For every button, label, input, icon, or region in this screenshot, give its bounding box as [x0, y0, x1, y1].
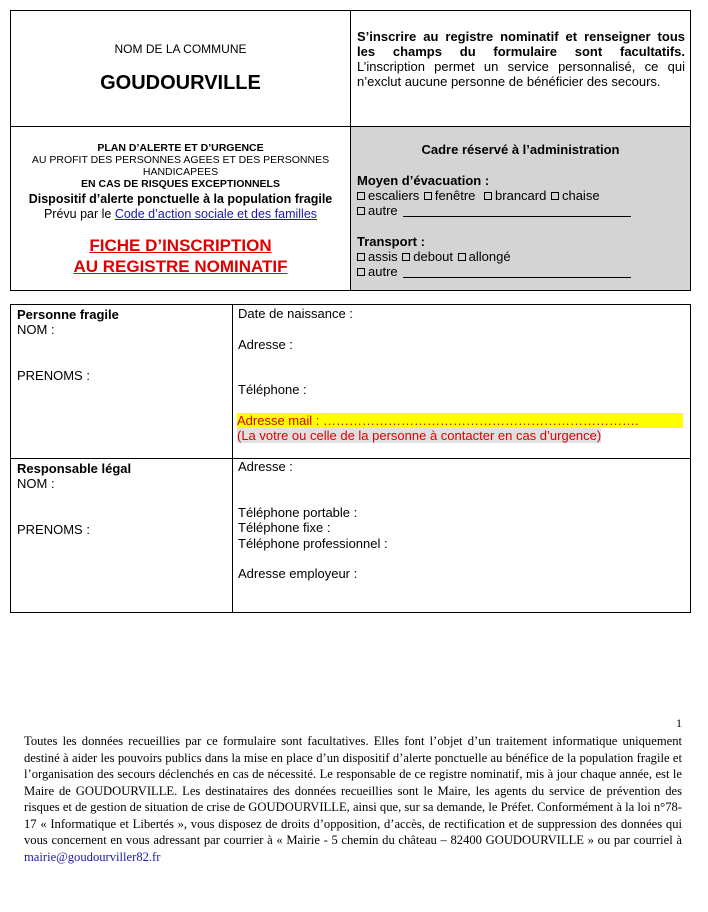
option-assis: assis	[368, 249, 398, 264]
legal-section-title: Responsable légal	[17, 461, 132, 476]
privacy-notice	[24, 733, 682, 865]
legal-address-label[interactable]: Adresse :	[238, 459, 293, 474]
fragile-nom-label[interactable]: NOM :	[17, 322, 55, 337]
option-debout: debout	[413, 249, 454, 264]
fragile-prenoms-label[interactable]: PRENOMS :	[17, 368, 90, 383]
fragile-address-label[interactable]: Adresse :	[238, 337, 293, 352]
plan-line1: PLAN D’ALERTE ET D’URGENCE	[97, 142, 264, 154]
fragile-birth-label[interactable]: Date de naissance :	[238, 306, 353, 321]
legal-prenoms-label[interactable]: PRENOMS :	[17, 522, 90, 537]
legal-mobile-label[interactable]: Téléphone portable :	[238, 505, 358, 520]
legal-nom-label[interactable]: NOM :	[17, 476, 55, 491]
commune-name: GOUDOURVILLE	[100, 72, 261, 94]
code-action-sociale-link[interactable]: Code d’action sociale et des familles	[114, 207, 318, 221]
commune-label: NOM DE LA COMMUNE	[114, 42, 247, 56]
checkbox-allonge[interactable]	[458, 253, 466, 261]
evacuation-label: Moyen d’évacuation :	[357, 173, 490, 188]
legal-work-phone-label[interactable]: Téléphone professionnel :	[238, 536, 388, 551]
checkbox-brancard[interactable]	[484, 192, 492, 200]
fragile-email-label[interactable]: Adresse mail : ……………………………………………………………….	[237, 413, 683, 428]
checkbox-evac-autre[interactable]	[357, 207, 365, 215]
option-allonge: allongé	[468, 249, 511, 264]
notice-bold-text: S’inscrire au registre nominatif et renseigner tous les champs du formulaire sont facultatifs.	[357, 29, 685, 59]
evacuation-other	[357, 203, 631, 218]
option-fenetre: fenêtre	[434, 188, 476, 203]
transport-other	[357, 264, 631, 279]
person-horizontal-divider	[10, 458, 691, 459]
legal-landline-label[interactable]: Téléphone fixe :	[238, 520, 331, 535]
checkbox-transport-autre[interactable]	[357, 268, 365, 276]
checkbox-chaise[interactable]	[551, 192, 559, 200]
checkbox-assis[interactable]	[357, 253, 365, 261]
legal-employer-address-label[interactable]: Adresse employeur :	[238, 566, 358, 581]
fragile-section-title: Personne fragile	[17, 307, 119, 322]
form-title-line1: FICHE D’INSCRIPTION	[89, 236, 272, 255]
plan-line4: Dispositif d’alerte ponctuelle à la population fragile	[28, 192, 333, 206]
plan-line2: AU PROFIT DES PERSONNES AGEES ET DES PERSONNES HANDICAPEES	[31, 154, 330, 178]
form-title-line2: AU REGISTRE NOMINATIF	[73, 257, 288, 276]
privacy-notice-text: Toutes les données recueillies par ce formulaire sont facultatives. Elles font l’objet d’un traitement informatique uniquement destiné à aider les pouvoirs publics dans la mise en place d’un dispositif d’alerte ponctuelle au bénéfice de la population fragile et l’organisation des secours déclenchés en cas de nécessité. Le responsable de ce registre nominatif, mis à jour chaque année, est le Maire de GOUDOURVILLE. Les destinataires des données recueillies sont le Maire, les agents du service de prévention des risques et de gestion de situation de crise de GOUDOURVILLE, ainsi que, sur sa demande, le Préfet. Conformément à la loi n°78-17 « Informatique et Libertés », vous disposez de droits d’opposition, d’accès, de rectification et de suppression des données qui vous concernent en vous adressant par courrier à « Mairie - 5 chemin du château – 82400 GOUDOURVILLE » ou par courriel à	[24, 734, 682, 847]
notice-text: L’inscription permet un service personnalisé, ce qui n’exclut aucune personne de bénéficier des secours.	[357, 59, 685, 89]
fragile-phone-label[interactable]: Téléphone :	[238, 382, 307, 397]
transport-autre-line[interactable]	[403, 267, 631, 278]
option-evac-autre: autre	[368, 203, 398, 218]
checkbox-debout[interactable]	[402, 253, 410, 261]
option-escaliers: escaliers	[368, 188, 420, 203]
option-brancard: brancard	[495, 188, 547, 203]
plan-line5-prefix: Prévu par le	[43, 207, 115, 221]
transport-label: Transport :	[357, 234, 425, 249]
evacuation-options	[357, 188, 687, 203]
evac-autre-line[interactable]	[403, 206, 631, 217]
mairie-email-link[interactable]: mairie@goudourviller82.fr	[24, 849, 161, 864]
plan-line5	[11, 207, 350, 221]
fragile-email-note: (La votre ou celle de la personne à contacter en cas d’urgence)	[237, 428, 602, 443]
page-number: 1	[676, 716, 682, 730]
transport-options	[357, 249, 511, 264]
checkbox-escaliers[interactable]	[357, 192, 365, 200]
option-transport-autre: autre	[368, 264, 398, 279]
admin-title: Cadre réservé à l’administration	[421, 142, 620, 157]
option-chaise: chaise	[561, 188, 600, 203]
plan-line3: EN CAS DE RISQUES EXCEPTIONNELS	[81, 178, 280, 190]
checkbox-fenetre[interactable]	[424, 192, 432, 200]
registration-notice	[357, 29, 685, 89]
